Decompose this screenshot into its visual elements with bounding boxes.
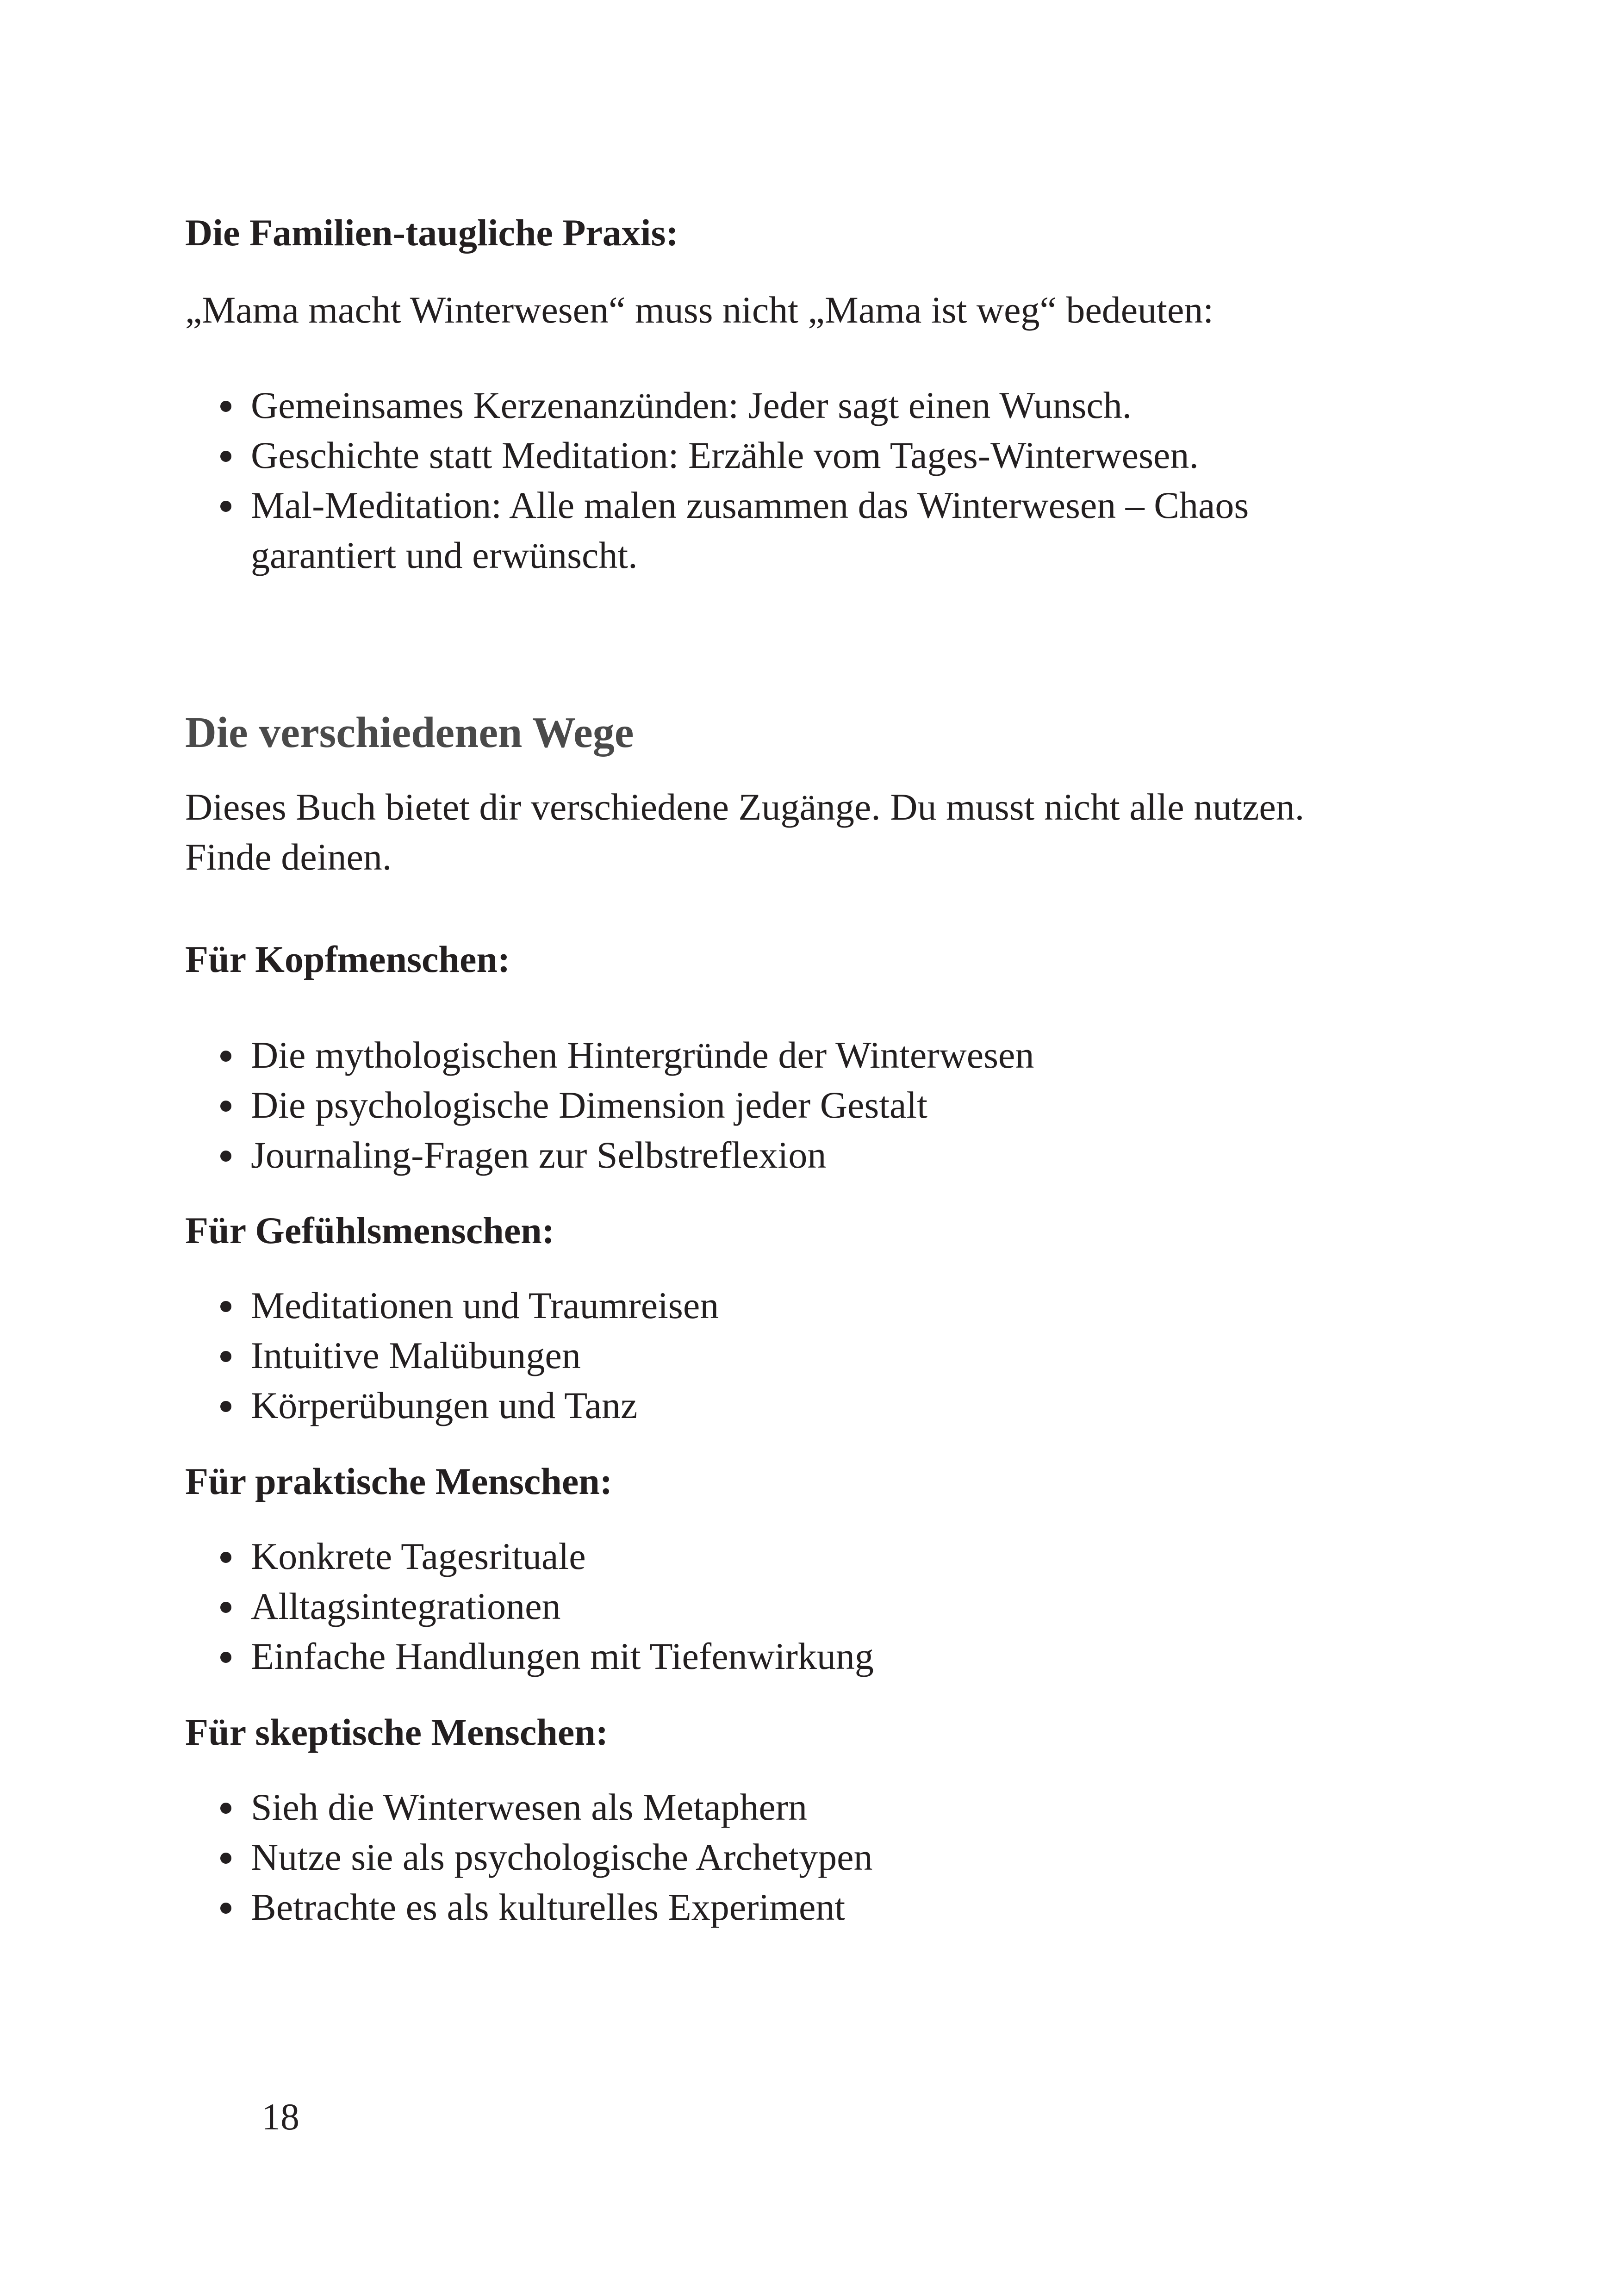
family-practice-intro: „Mama macht Winterwesen“ muss nicht „Mama ist weg“ bedeuten: bbox=[185, 289, 1214, 331]
family-practice-list bbox=[185, 380, 1342, 580]
group-list-praktische-menschen bbox=[185, 1531, 1342, 1681]
section-heading: Die verschiedenen Wege bbox=[185, 709, 634, 757]
page-number: 18 bbox=[261, 2096, 299, 2138]
group-list-skeptische-menschen bbox=[185, 1782, 1342, 1932]
group-list-gefuehlsmenschen bbox=[185, 1281, 1342, 1431]
list-item: Meditationen und Traumreisen bbox=[185, 1281, 1342, 1331]
group-label-skeptische-menschen: Für skeptische Menschen: bbox=[185, 1711, 609, 1753]
group-label-kopfmenschen: Für Kopfmenschen: bbox=[185, 938, 510, 980]
list-item: Mal-Meditation: Alle malen zusammen das Winterwesen – Chaos garantiert und erwünscht. bbox=[185, 480, 1260, 580]
group-label-praktische-menschen: Für praktische Menschen: bbox=[185, 1460, 613, 1502]
list-item: Alltagsintegrationen bbox=[185, 1581, 1342, 1631]
family-practice-heading: Die Familien-taugliche Praxis: bbox=[185, 212, 678, 254]
list-item: Konkrete Tagesrituale bbox=[185, 1531, 1342, 1581]
list-item: Intuitive Malübungen bbox=[185, 1331, 1342, 1381]
list-item: Nutze sie als psychologische Archetypen bbox=[185, 1832, 1342, 1882]
list-item: Sieh die Winterwesen als Metaphern bbox=[185, 1782, 1342, 1832]
section-intro: Dieses Buch bietet dir verschiedene Zugänge. Du musst nicht alle nutzen. Finde deinen. bbox=[185, 786, 1305, 878]
group-list-kopfmenschen bbox=[185, 1030, 1342, 1180]
list-item: Gemeinsames Kerzenanzünden: Jeder sagt einen Wunsch. bbox=[185, 380, 1342, 430]
list-item: Einfache Handlungen mit Tiefenwirkung bbox=[185, 1631, 1342, 1681]
list-item: Geschichte statt Meditation: Erzähle vom Tages-Winterwesen. bbox=[185, 430, 1342, 480]
list-item: Betrachte es als kulturelles Experiment bbox=[185, 1882, 1342, 1932]
list-item: Die psychologische Dimension jeder Gestalt bbox=[185, 1080, 1342, 1130]
list-item: Die mythologischen Hintergründe der Winterwesen bbox=[185, 1030, 1342, 1080]
group-label-gefuehlsmenschen: Für Gefühlsmenschen: bbox=[185, 1209, 555, 1251]
list-item: Journaling-Fragen zur Selbstreflexion bbox=[185, 1130, 1342, 1180]
list-item: Körperübungen und Tanz bbox=[185, 1381, 1342, 1431]
